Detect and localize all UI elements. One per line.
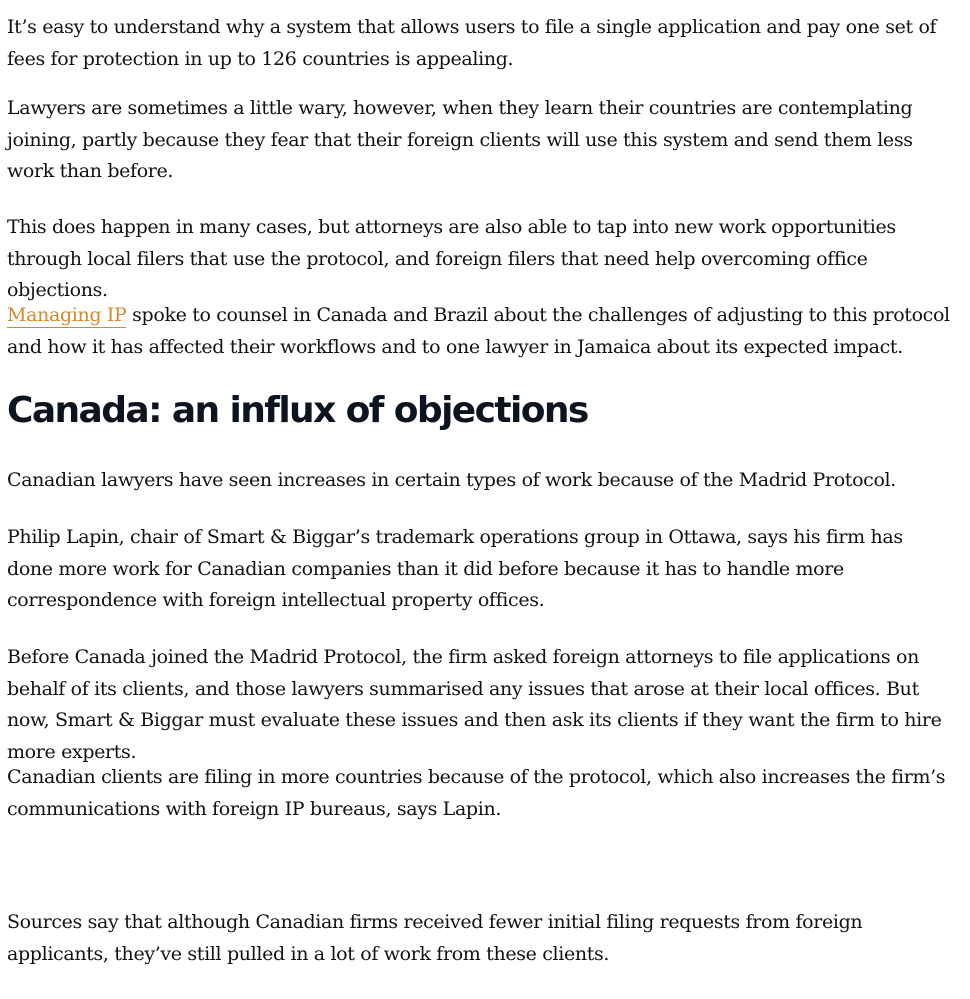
paragraph-intro: It’s easy to understand why a system that allows users to file a single application and pay one set of fees for protection in up to 126 countries is appealing.	[7, 16, 937, 70]
managing-ip-link[interactable]: Managing IP	[7, 304, 127, 326]
paragraph-new-opportunities: This does happen in many cases, but attorneys are also able to tap into new work opportunities through local filers that use the protocol, and foreign filers that need help overcoming office objections.	[7, 216, 896, 301]
paragraph-managing-ip	[7, 300, 952, 363]
paragraph-philip-lapin: Philip Lapin, chair of Smart & Biggar’s trademark operations group in Ottawa, says his firm has done more work for Canadian companies than it did before because it has to handle more correspondence with foreign intellectual property offices.	[7, 526, 903, 611]
paragraph-before-canada-joined: Before Canada joined the Madrid Protocol, the firm asked foreign attorneys to file applications on behalf of its clients, and those lawyers summarised any issues that arose at their local offices. But now, Smart & Biggar must evaluate these issues and then ask its clients if they want the firm to hire more experts.	[7, 646, 942, 763]
paragraph-sources-say: Sources say that although Canadian firms received fewer initial filing requests from foreign applicants, they’ve still pulled in a lot of work from these clients.	[7, 911, 863, 965]
section-heading-canada: Canada: an influx of objections	[7, 390, 588, 431]
paragraph-canadian-increases: Canadian lawyers have seen increases in certain types of work because of the Madrid Protocol.	[7, 469, 896, 491]
paragraph-canadian-clients: Canadian clients are filing in more countries because of the protocol, which also increases the firm’s communications with foreign IP bureaus, says Lapin.	[7, 766, 946, 820]
paragraph-managing-ip-text: spoke to counsel in Canada and Brazil about the challenges of adjusting to this protocol and how it has affected their workflows and to one lawyer in Jamaica about its expected impact.	[7, 304, 950, 358]
paragraph-lawyers-wary: Lawyers are sometimes a little wary, however, when they learn their countries are contemplating joining, partly because they fear that their foreign clients will use this system and send them less work than before.	[7, 97, 913, 182]
